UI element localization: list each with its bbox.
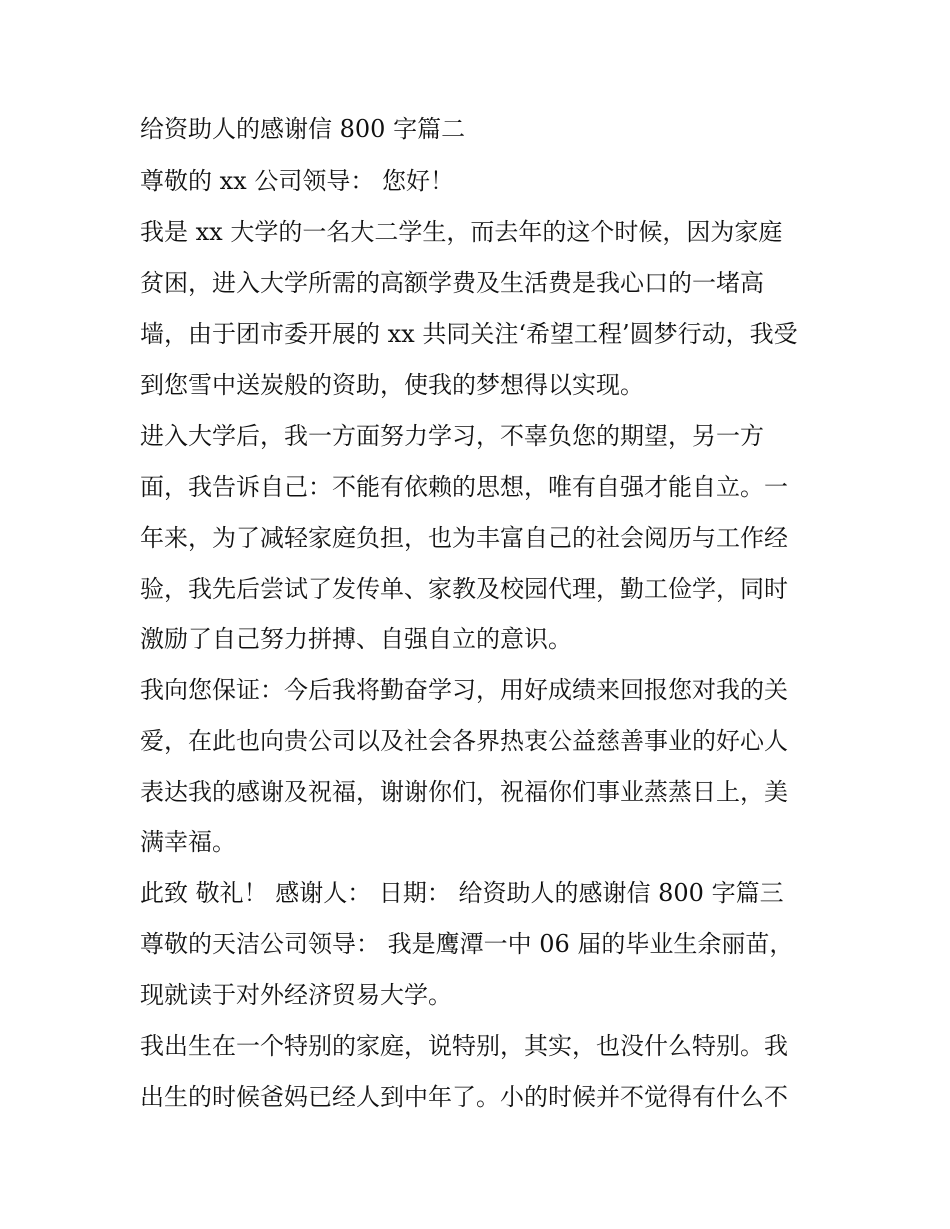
paragraph-line: 我是 xx 大学的一名大二学生，而去年的这个时候，因为家庭: [140, 218, 783, 246]
heading-letter-two: 给资助人的感谢信 800 字篇二: [140, 115, 466, 143]
paragraph-line: 进入大学后，我一方面努力学习，不辜负您的期望，另一方: [140, 422, 764, 450]
paragraph-line: 激励了自己努力拼搏、自强自立的意识。: [140, 625, 572, 653]
paragraph-line: 尊敬的天洁公司领导： 我是鹰潭一中 06 届的毕业生余丽苗，: [140, 930, 794, 958]
paragraph-line: 我出生在一个特别的家庭，说特别，其实，也没什么特别。我: [140, 1032, 788, 1060]
paragraph-line: 满幸福。: [140, 828, 236, 856]
paragraph-line: 到您雪中送炭般的资助，使我的梦想得以实现。: [140, 371, 644, 399]
paragraph-line: 墙，由于团市委开展的 xx 共同关注‘希望工程’圆梦行动，我受: [140, 320, 798, 348]
paragraph-line: 出生的时候爸妈已经人到中年了。小的时候并不觉得有什么不: [140, 1083, 788, 1111]
paragraph-line: 面，我告诉自己：不能有依赖的思想，唯有自强才能自立。一: [140, 473, 788, 501]
paragraph-line: 验，我先后尝试了发传单、家教及校园代理，勤工俭学，同时: [140, 575, 788, 603]
closing-and-heading-letter-three: 此致 敬礼！ 感谢人： 日期： 给资助人的感谢信 800 字篇三: [140, 879, 784, 907]
paragraph-line: 现就读于对外经济贸易大学。: [140, 981, 452, 1009]
paragraph-line: 表达我的感谢及祝福，谢谢你们，祝福你们事业蒸蒸日上，美: [140, 778, 788, 806]
paragraph-line: 贫困，进入大学所需的高额学费及生活费是我心口的一堵高: [140, 269, 764, 297]
paragraph-line: 年来，为了减轻家庭负担，也为丰富自己的社会阅历与工作经: [140, 524, 788, 552]
paragraph-line: 我向您保证：今后我将勤奋学习，用好成绩来回报您对我的关: [140, 676, 788, 704]
paragraph-line: 爱，在此也向贵公司以及社会各界热衷公益慈善事业的好心人: [140, 727, 788, 755]
salutation-line: 尊敬的 xx 公司领导： 您好！: [140, 167, 454, 195]
